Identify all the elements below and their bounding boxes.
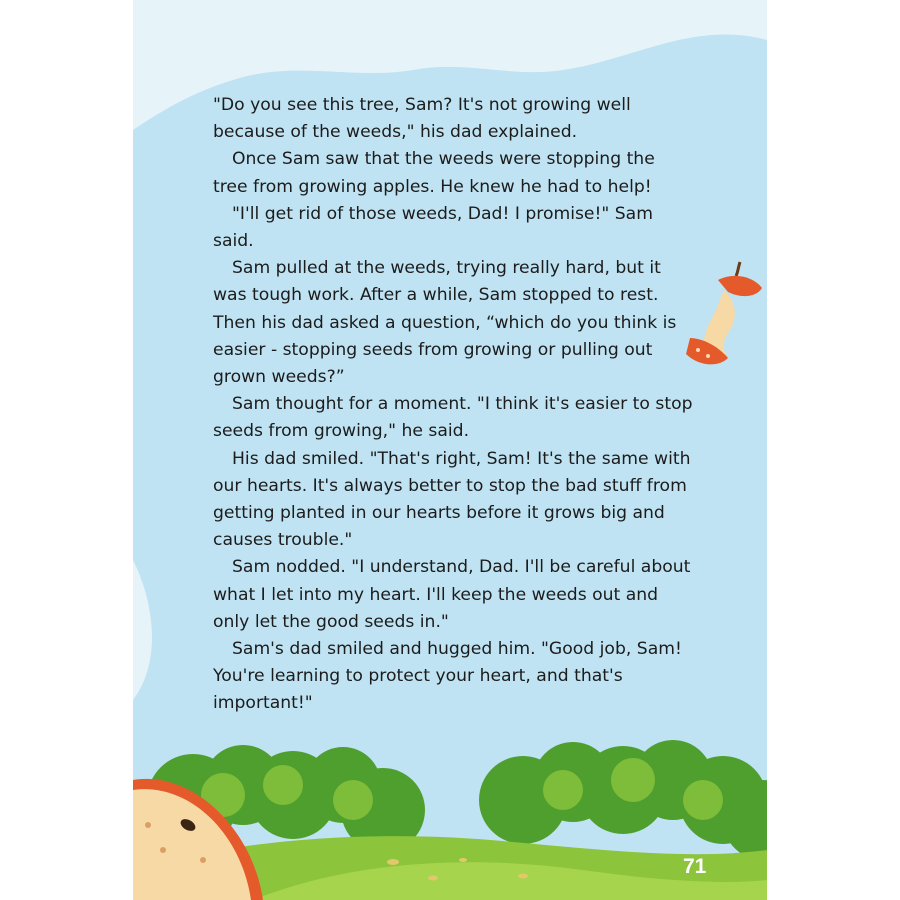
page-number: 71 <box>683 855 707 878</box>
cloud-left-wash <box>133 560 152 700</box>
paragraph: "Do you see this tree, Sam? It's not growing well because of the weeds," his dad explained. <box>213 95 631 143</box>
paragraph: "I'll get rid of those weeds, Dad! I promise!" Sam said. <box>213 203 653 252</box>
paragraph: Once Sam saw that the weeds were stopping the tree from growing apples. He knew he had to help! <box>213 149 655 197</box>
paragraph: His dad smiled. "That's right, Sam! It's the same with our hearts. It's always better to stop the bad stuff from getting planted in our hearts before it grows big and causes trouble." <box>213 448 691 551</box>
paragraph: Sam pulled at the weeds, trying really hard, but it was tough work. After a while, Sam stopped to rest. Then his dad asked a question, “which do you think is easier - stopping seeds from growing or pulling out grown weeds?” <box>213 258 677 388</box>
paragraph: Sam thought for a moment. "I think it's easier to stop seeds from growing," he said. <box>213 394 693 442</box>
paragraph: Sam's dad smiled and hugged him. "Good job, Sam! You're learning to protect your heart, and that's important!" <box>213 639 682 714</box>
paragraph: Sam nodded. "I understand, Dad. I'll be careful about what I let into my heart. I'll keep the weeds out and only let the good seeds in." <box>213 557 691 632</box>
apple-core-icon <box>678 258 767 370</box>
apple-slice-icon <box>133 770 273 900</box>
story-text <box>213 92 693 718</box>
storybook-page <box>133 0 767 900</box>
